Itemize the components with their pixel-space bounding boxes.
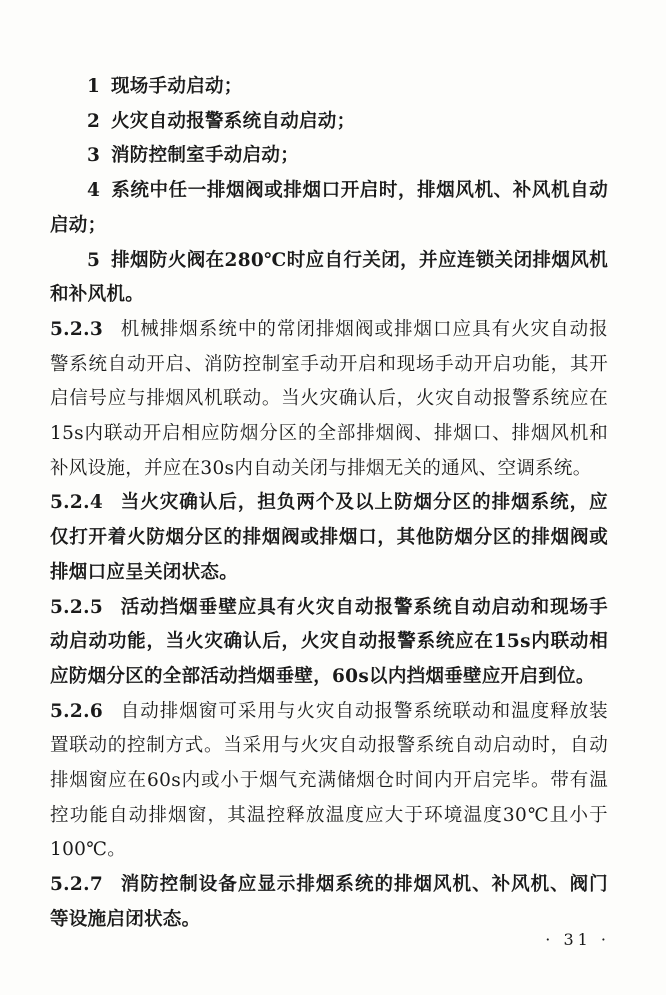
- page-number: · 31 ·: [545, 930, 610, 949]
- clause-number: 5.2.4: [50, 492, 103, 514]
- clause-5-2-4: [50, 486, 608, 590]
- clause-number: 5.2.6: [50, 700, 103, 722]
- clause-number: 5.2.7: [50, 874, 103, 896]
- list-item-text: 排烟防火阀在280℃时应自行关闭，并应连锁关闭排烟风机和补风机。: [50, 249, 608, 306]
- list-item-text: 消防控制室手动启动；: [111, 145, 300, 167]
- clause-text: 消防控制设备应显示排烟系统的排烟风机、补风机、阀门等设施启闭状态。: [50, 874, 608, 930]
- clause-text: 自动排烟窗可采用与火灾自动报警系统联动和温度释放装置联动的控制方式。当采用与火灾自动报警系统自动启动时，自动排烟窗应在60s内或小于烟气充满储烟仓时间内开启完毕。带有温控功能自动排烟窗，其温控释放温度应大于环境温度30℃且小于100℃。: [50, 700, 608, 861]
- list-item: [50, 174, 608, 243]
- list-item: [50, 70, 608, 105]
- list-item-text: 系统中任一排烟阀或排烟口开启时，排烟风机、补风机自动启动；: [50, 180, 608, 236]
- clause-text: 当火灾确认后，担负两个及以上防烟分区的排烟系统，应仅打开着火防烟分区的排烟阀或排烟口，其他防烟分区的排烟阀或排烟口应呈关闭状态。: [50, 492, 608, 583]
- clause-5-2-5: [50, 591, 608, 695]
- list-item-number: 5: [87, 249, 101, 271]
- list-item-number: 1: [87, 76, 101, 97]
- clause-5-2-3: [50, 313, 608, 487]
- clause-number: 5.2.3: [50, 318, 103, 340]
- list-item: [50, 105, 608, 140]
- list-item: [50, 139, 608, 174]
- list-item-number: 2: [87, 110, 101, 132]
- page-body: [50, 70, 608, 938]
- list-item-text: 现场手动启动；: [111, 76, 243, 97]
- clause-5-2-6: [50, 695, 608, 869]
- clause-text: 活动挡烟垂壁应具有火灾自动报警系统自动启动和现场手动启动功能，当火灾确认后，火灾自动报警系统应在15s内联动相应防烟分区的全部活动挡烟垂壁，60s以内挡烟垂壁应开启到位。: [50, 596, 608, 687]
- list-item: [50, 244, 608, 313]
- clause-text: 机械排烟系统中的常闭排烟阀或排烟口应具有火灾自动报警系统自动开启、消防控制室手动开启和现场手动开启功能，其开启信号应与排烟风机联动。当火灾确认后，火灾自动报警系统应在15s内联动开启相应防烟分区的全部排烟阀、排烟口、排烟风机和补风设施，并应在30s内自动关闭与排烟无关的通风、空调系统。: [50, 318, 608, 479]
- clause-number: 5.2.5: [50, 596, 103, 618]
- list-item-number: 4: [87, 180, 101, 202]
- list-item-text: 火灾自动报警系统自动启动；: [111, 110, 356, 132]
- list-item-number: 3: [87, 145, 101, 167]
- clause-5-2-7: [50, 868, 608, 937]
